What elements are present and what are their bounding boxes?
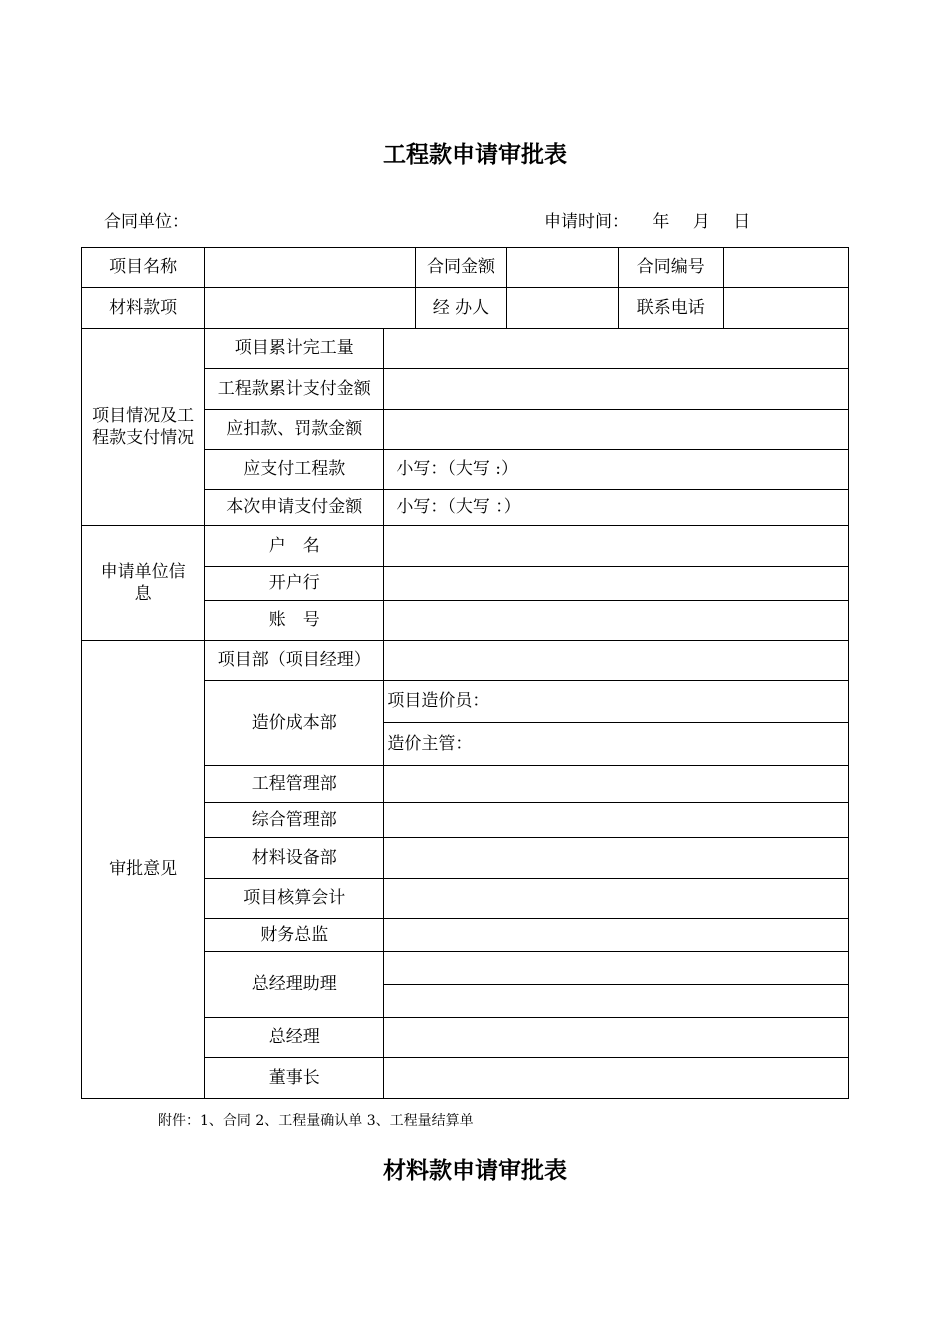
cumulative-paid-value[interactable] [384,369,849,410]
deduction-label: 应扣款、罚款金额 [205,410,384,450]
project-name-value[interactable] [205,248,416,288]
apply-time-label: 申请时间： [544,212,629,232]
gm-assistant-label: 总经理助理 [205,952,384,1018]
contract-amount-value[interactable] [506,248,618,288]
eng-mgmt-label: 工程管理部 [205,766,384,803]
material-dept-label: 材料设备部 [205,838,384,879]
project-section-label: 项目情况及工程款支付情况 [82,329,205,526]
payable-label: 应支付工程款 [205,450,384,490]
project-dept-label: 项目部（项目经理） [205,641,384,681]
handler-label: 经 办人 [416,288,506,329]
cumulative-work-value[interactable] [384,329,849,369]
gm-value[interactable] [384,1018,849,1058]
second-form-title: 材料款申请审批表 [383,1157,567,1184]
gm-assistant-value-2[interactable] [384,985,849,1018]
cost-staff-field[interactable]: 项目造价员： [384,681,849,723]
finance-director-value[interactable] [384,919,849,952]
project-name-label: 项目名称 [82,248,205,288]
form-title: 工程款申请审批表 [383,141,567,168]
handler-value[interactable] [506,288,618,329]
accountant-label: 项目核算会计 [205,879,384,919]
accountant-value[interactable] [384,879,849,919]
general-mgmt-value[interactable] [384,803,849,838]
gm-label: 总经理 [205,1018,384,1058]
cost-dept-label: 造价成本部 [205,681,384,766]
phone-value[interactable] [723,288,848,329]
chairman-value[interactable] [384,1058,849,1099]
contract-amount-label: 合同金额 [416,248,506,288]
general-mgmt-label: 综合管理部 [205,803,384,838]
bank-value[interactable] [384,567,849,601]
payable-value[interactable]: 小写：（大写 :） [384,450,849,490]
chairman-label: 董事长 [205,1058,384,1099]
apply-amount-label: 本次申请支付金额 [205,490,384,526]
approval-form-table [81,247,849,1099]
year-label: 年 [652,212,670,232]
apply-amount-value[interactable]: 小写：（大写 ：） [384,490,849,526]
contract-no-value[interactable] [723,248,848,288]
contract-unit-label: 合同单位： [104,212,189,232]
phone-label: 联系电话 [618,288,723,329]
account-name-label: 户 名 [205,526,384,567]
cumulative-paid-label: 工程款累计支付金额 [205,369,384,410]
account-name-value[interactable] [384,526,849,567]
project-dept-value[interactable] [384,641,849,681]
gm-assistant-value-1[interactable] [384,952,849,985]
cost-manager-field[interactable]: 造价主管： [384,723,849,766]
bank-label: 开户行 [205,567,384,601]
unit-section-label: 申请单位信息 [82,526,205,641]
attachment-note: 附件：1、合同 2、工程量确认单 3、工程量结算单 [158,1113,474,1129]
cumulative-work-label: 项目累计完工量 [205,329,384,369]
account-no-value[interactable] [384,601,849,641]
account-no-label: 账 号 [205,601,384,641]
contract-no-label: 合同编号 [618,248,723,288]
approval-section-label: 审批意见 [82,641,205,1099]
apply-time-field [544,207,768,232]
material-dept-value[interactable] [384,838,849,879]
month-label: 月 [692,212,710,232]
day-label: 日 [733,212,751,232]
finance-director-label: 财务总监 [205,919,384,952]
deduction-value[interactable] [384,410,849,450]
eng-mgmt-value[interactable] [384,766,849,803]
material-item-value[interactable] [205,288,416,329]
material-item-label: 材料款项 [82,288,205,329]
